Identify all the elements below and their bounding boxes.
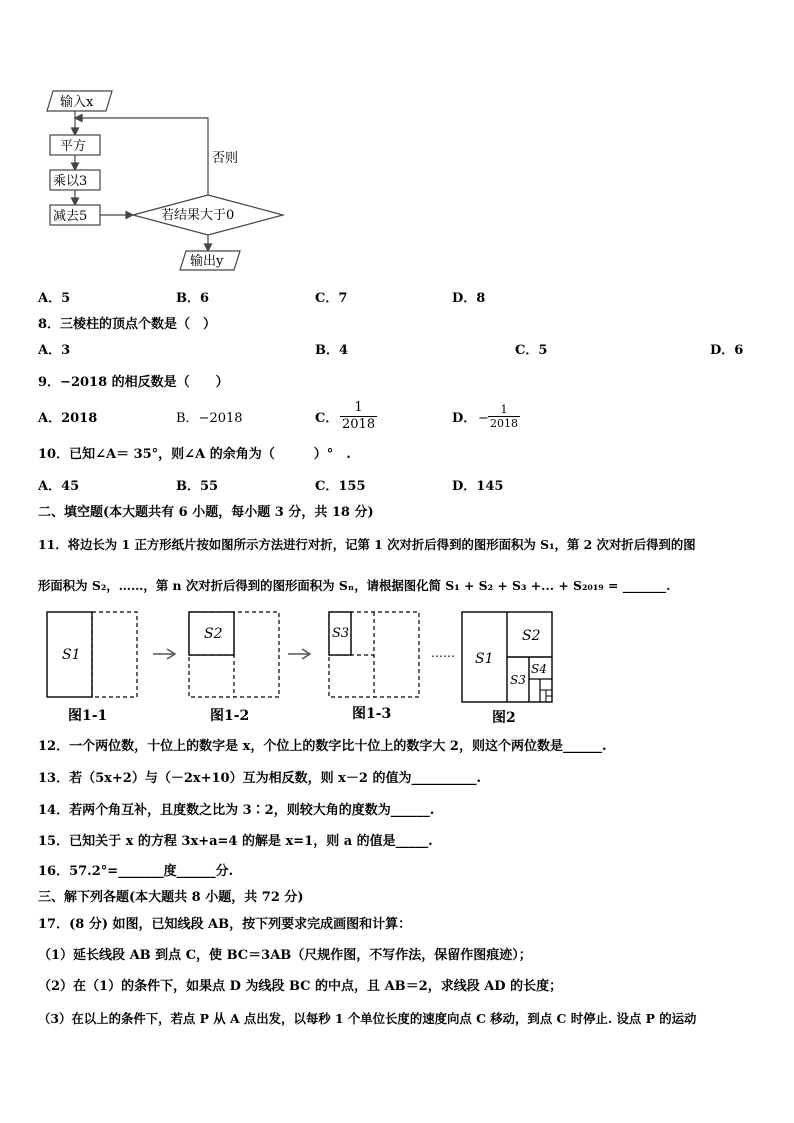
q10-option-a: A．45: [38, 479, 80, 494]
q8-option-d: D．6: [710, 343, 744, 358]
q15: 15．已知关于 x 的方程 3x+a=4 的解是 x=1，则 a 的值是_____.: [38, 834, 433, 849]
fig2-s1: S1: [475, 651, 494, 667]
q11-line-2: 形面积为 S₂，……，第 n 次对折后得到的图形面积为 Sₙ，请根据图化简 S₁ + S₂ + S₃ +... + S₂₀₁₉ = _______.: [38, 578, 671, 593]
q10-option-b: B．55: [176, 479, 219, 494]
q13: 13．若（5x+2）与（－2x+10）互为相反数，则 x－2 的值为__________.: [38, 771, 481, 786]
q7-option-b: B．6: [176, 291, 210, 306]
q8-option-c: C．5: [515, 343, 548, 358]
q9-option-c-label: C．: [315, 411, 339, 426]
q8-option-a: A．3: [38, 343, 71, 358]
q9-option-d-label: D．: [452, 411, 477, 426]
flowchart-multiply-label: 乘以3: [53, 174, 88, 189]
flowchart-otherwise-label: 否则: [212, 151, 239, 166]
fig1-3-s3: S3: [332, 626, 350, 641]
q7-option-a: A．5: [38, 291, 71, 306]
fig-label-1-1: 图1-1: [68, 708, 108, 724]
q10-option-c: C．155: [315, 479, 366, 494]
fig-label-1-2: 图1-2: [210, 708, 250, 724]
q9-option-c-fraction: [340, 400, 377, 433]
flowchart-output-label: 输出y: [190, 254, 224, 269]
q7-option-d: D．8: [452, 291, 486, 306]
q7-option-c: C．7: [315, 291, 348, 306]
fraction-numerator: 1: [354, 400, 363, 415]
fraction-numerator: 1: [500, 403, 508, 416]
fig-label-2: 图2: [492, 710, 516, 726]
flowchart-subtract-label: 减去5: [53, 209, 88, 224]
fig2-s2: S2: [522, 628, 541, 644]
q11-dots: ……: [431, 646, 455, 660]
loop-arrowhead: [75, 115, 82, 122]
q8-stem: 8．三棱柱的顶点个数是（ ）: [38, 317, 217, 332]
q9-option-d-fraction: [488, 403, 520, 430]
q14: 14．若两个角互补，且度数之比为 3∶2，则较大角的度数为______.: [38, 803, 435, 818]
flowchart-condition-label: 若结果大于0: [161, 208, 235, 223]
q11-line-1: 11．将边长为 1 正方形纸片按如图所示方法进行对折，记第 1 次对折后得到的图形面积为 S₁，第 2 次对折后得到的图: [38, 537, 696, 552]
q17-stem: 17．(8 分) 如图，已知线段 AB，按下列要求完成画图和计算：: [38, 917, 412, 932]
q9-option-a: A．2018: [38, 411, 98, 426]
fig1-2-s2: S2: [204, 626, 223, 642]
q9-option-d-sign: −: [478, 411, 489, 426]
q11-folding-figure: [40, 606, 560, 730]
fig2-s4: S4: [531, 662, 547, 676]
fig2-s3: S3: [510, 673, 526, 687]
q10-option-d: D．145: [452, 479, 504, 494]
q8-option-b: B．4: [315, 343, 349, 358]
q12: 12．一个两位数，十位上的数字是 x，个位上的数字比十位上的数字大 2，则这个两位数是______.: [38, 739, 607, 754]
q17-part-2: （2）在（1）的条件下，如果点 D 为线段 BC 的中点，且 AB＝2，求线段 AD 的长度；: [38, 979, 563, 994]
q10-stem: 10．已知∠A＝ 35°，则∠A 的余角为（ ）° .: [38, 447, 351, 462]
flowchart-input-label: 输入x: [60, 95, 94, 110]
q9-stem: 9．−2018 的相反数是（ ）: [38, 375, 229, 390]
q9-option-b: B．−2018: [176, 411, 243, 426]
q16: 16．57.2°=_______度______分.: [38, 864, 234, 879]
fig-label-1-3: 图1-3: [352, 706, 392, 722]
section-2-heading: 二、填空题(本大题共有 6 小题，每小题 3 分，共 18 分): [38, 505, 374, 520]
flowchart: [40, 85, 290, 275]
flowchart-square-label: 平方: [60, 139, 87, 154]
fraction-denominator: 2018: [342, 417, 376, 432]
q17-part-1: （1）延长线段 AB 到点 C，使 BC＝3AB（尺规作图，不写作法，保留作图痕迹）；: [38, 948, 532, 963]
section-3-heading: 三、解下列各题(本大题共 8 小题，共 72 分): [38, 890, 304, 905]
q17-part-3: （3）在以上的条件下，若点 P 从 A 点出发，以每秒 1 个单位长度的速度向点 C 移动，到点 C 时停止. 设点 P 的运动: [38, 1011, 697, 1026]
fig1-1-s1: S1: [62, 647, 81, 663]
fraction-denominator: 2018: [490, 417, 518, 430]
